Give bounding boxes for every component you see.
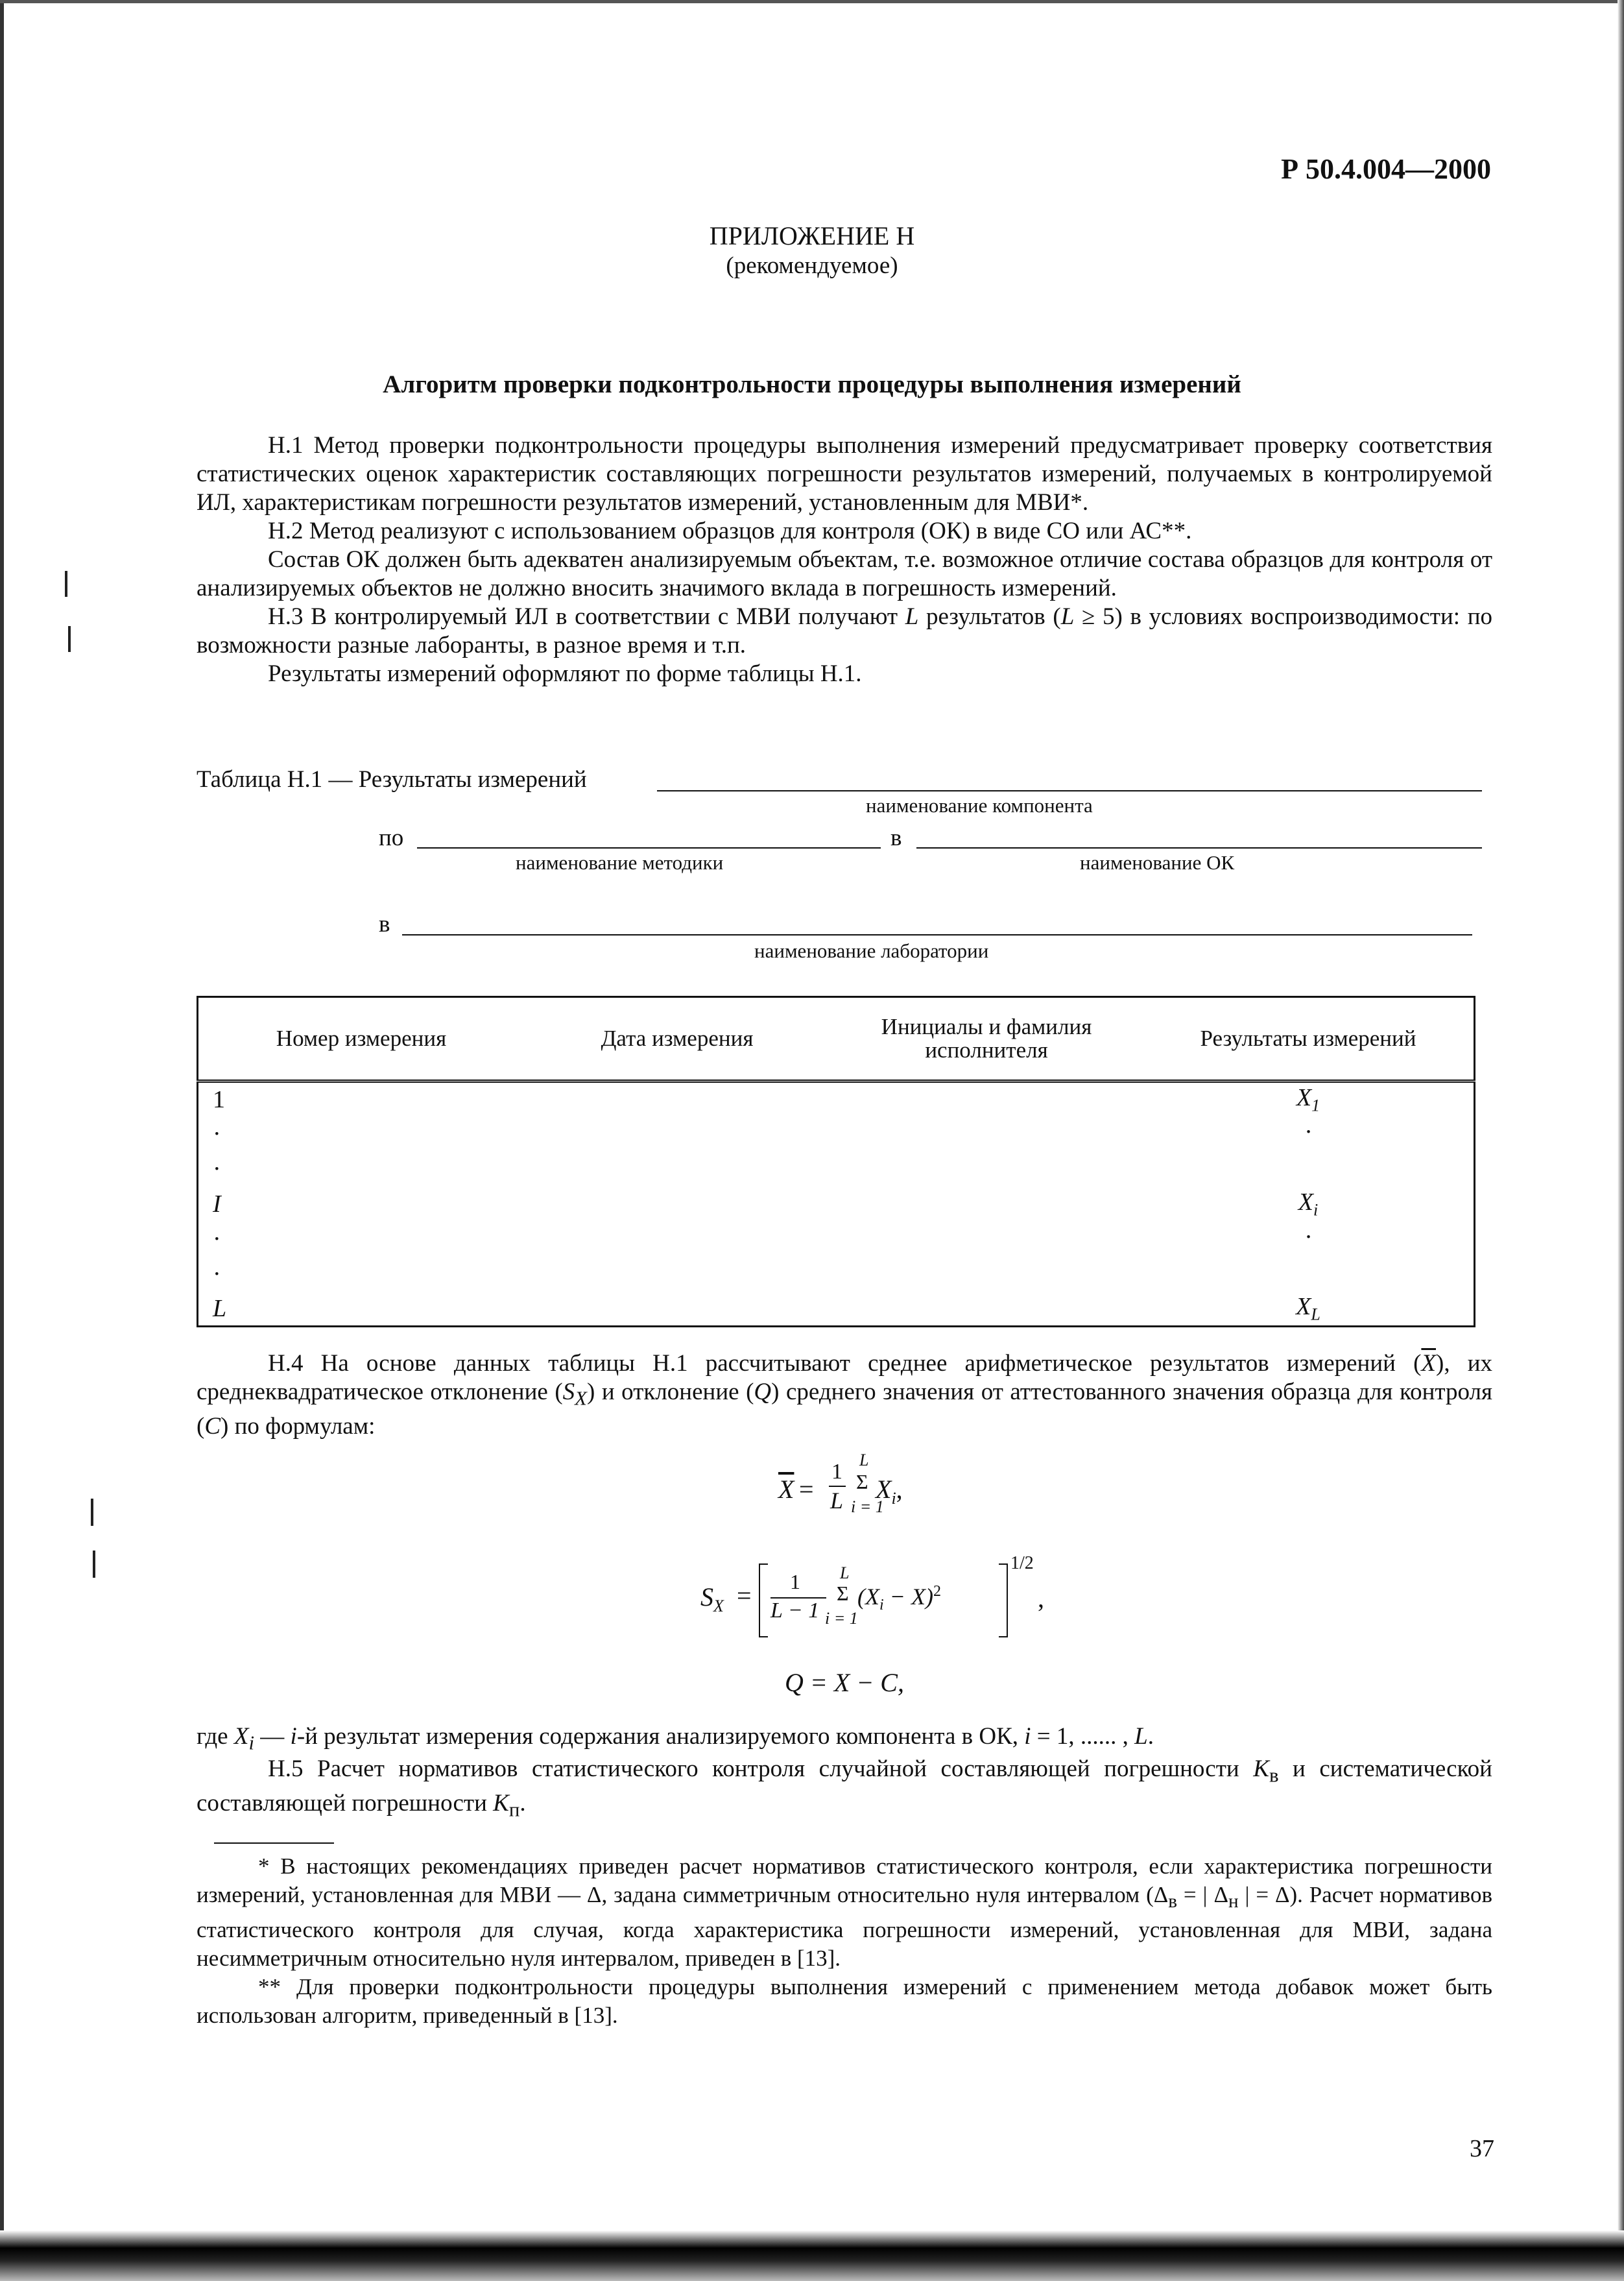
footnote-1: * В настоящих рекомендациях приведен расчет нормативов статистического контроля, если характеристика погрешности измерений, установленная для МВИ — Δ, задана симметричным относительно нуля интервалом ($\Delta_в$ = | $\Delta_н$ | = Δ). Расчет нормативов статистического контроля для случая, когда характеристика погрешности измерений, установленная для МВИ, задана несимметричным относительно нуля интервалом, приведен в [13].	[197, 1853, 1492, 1971]
formula-num: 1	[790, 1570, 800, 1593]
scan-bottom-band	[0, 2230, 1624, 2281]
po-label: по	[379, 825, 404, 851]
scan-right-edge	[1618, 0, 1624, 2281]
component-line	[657, 790, 1482, 791]
formula-eq: =	[799, 1475, 814, 1504]
ok-label: наименование ОК	[1080, 851, 1235, 874]
appendix-title: ПРИЛОЖЕНИЕ Н	[709, 221, 915, 250]
measurement-result: $X_1$	[1143, 1081, 1475, 1116]
ok-line	[916, 847, 1482, 849]
measurement-result	[1143, 1257, 1475, 1292]
sum-top: L	[840, 1563, 850, 1582]
formula-sd-lhs: $S_X$	[700, 1582, 724, 1615]
table-row	[198, 1187, 1475, 1222]
where-text: где $X_i$ — i-й результат измерения содержания анализируемого компонента в ОК, i = 1, ...... , L.	[197, 1723, 1154, 1754]
body-text	[197, 431, 1492, 688]
measurement-result: $X_L$	[1143, 1292, 1475, 1327]
formula-eq: =	[737, 1581, 752, 1610]
lab-label: наименование лаборатории	[754, 939, 989, 962]
measurement-number: 1	[198, 1081, 525, 1116]
table-row	[198, 1152, 1475, 1187]
method-line	[417, 847, 881, 849]
formula-sd	[700, 1551, 1034, 1648]
formula-mean-lhs: $\overline{X}$	[778, 1475, 794, 1504]
measurement-result: $X_i$	[1143, 1187, 1475, 1222]
formula-den: L	[830, 1488, 844, 1514]
paragraph-h3: Н.3 В контролируемый ИЛ в соответствии с МВИ получают L результатов (L ≥ 5) в условиях воспроизводимости: по возможности разные лаборанты, в разное время и т.п.	[197, 603, 1493, 658]
page-number: 37	[1470, 2135, 1494, 2162]
v2-label: в	[379, 911, 390, 937]
scan-top-edge	[0, 0, 1624, 3]
measurement-result: ·	[1143, 1116, 1475, 1152]
formula-term: $X_i$,	[876, 1475, 903, 1508]
table-caption: Таблица Н.1 — Результаты измерений	[197, 766, 587, 793]
paragraph-h5: Н.5 Расчет нормативов статистического контроля случайной составляющей погрешности $K_в$ и систематической составляющей погрешности $K_п$.	[197, 1756, 1492, 1821]
sum-bottom: i = 1	[825, 1609, 858, 1628]
measurement-number: ·	[198, 1116, 525, 1152]
scan-left-edge	[0, 0, 4, 2281]
sum-top: L	[859, 1451, 869, 1469]
margin-mark	[93, 1551, 95, 1578]
measurement-number: ·	[198, 1152, 525, 1187]
column-header: Инициалы и фамилия исполнителя	[881, 1014, 1092, 1063]
formula-num: 1	[831, 1460, 842, 1484]
formula-den: L − 1	[770, 1599, 820, 1623]
table-row	[198, 1116, 1475, 1152]
formula-q: Q = X − C,	[785, 1668, 904, 1697]
column-header: Дата измерения	[601, 1026, 754, 1051]
power-label: 1/2	[1010, 1553, 1034, 1573]
bracket-right	[999, 1563, 1008, 1637]
column-header: Номер измерения	[198, 997, 525, 1081]
table-row	[198, 1222, 1475, 1257]
margin-mark	[65, 571, 67, 597]
table-row	[198, 1081, 1475, 1116]
v-label: в	[890, 825, 902, 851]
measurement-result	[1143, 1152, 1475, 1187]
appendix-type: (рекомендуемое)	[726, 252, 898, 279]
method-label: наименование методики	[516, 851, 724, 874]
table-header-row	[198, 997, 1475, 1081]
formula-sd-term: $(X_i - X)^2$	[857, 1583, 941, 1614]
column-header: Результаты измерений	[1143, 997, 1475, 1081]
sum-sign: Σ	[837, 1582, 849, 1605]
footnote-divider	[214, 1842, 334, 1844]
margin-mark	[68, 626, 71, 652]
sum-sign: Σ	[856, 1470, 868, 1493]
footnote-2: ** Для проверки подконтрольности процедуры выполнения измерений с применением метода добавок может быть использован алгоритм, приведенный в [13].	[197, 1974, 1492, 2028]
paragraph-h4: Н.4 На основе данных таблицы Н.1 рассчитывают среднее арифметическое результатов измерений $(\overline{X})$, их среднеквадратическое отклонение $(S_X)$ и отклонение (Q) среднего значения от аттестованного значения образца для контроля (C) по формулам:	[197, 1350, 1492, 1440]
table-row	[198, 1257, 1475, 1292]
lab-line	[402, 934, 1472, 935]
footnotes	[197, 1852, 1492, 2030]
formula-mean	[778, 1451, 947, 1531]
table-row	[198, 1292, 1475, 1327]
measurement-table	[197, 996, 1475, 1327]
paragraph-h1: Н.1 Метод проверки подконтрольности процедуры выполнения измерений предусматривает проверку соответствия статистических оценок характеристик составляющих погрешности результатов измерений, получаемых в контролируемой ИЛ, характеристикам погрешности результатов измерений, установленным для МВИ*.	[197, 432, 1492, 516]
standard-code: Р 50.4.004—2000	[1281, 153, 1491, 185]
sum-bottom: i = 1	[851, 1497, 884, 1516]
section-title: Алгоритм проверки подконтрольности процедуры выполнения измерений	[383, 370, 1241, 398]
margin-mark	[91, 1499, 93, 1526]
component-label: наименование компонента	[866, 794, 1093, 817]
measurement-number: ·	[198, 1257, 525, 1292]
measurement-number: L	[198, 1292, 525, 1327]
paragraph-results: Результаты измерений оформляют по форме таблицы Н.1.	[268, 660, 862, 687]
formula-sd-comma: ,	[1038, 1584, 1044, 1613]
measurement-number: I	[198, 1187, 525, 1222]
paragraph-ok: Состав ОК должен быть адекватен анализируемым объектам, т.е. возможное отличие состава образцов для контроля от анализируемых объектов не должно вносить значимого вклада в погрешность измерений.	[197, 546, 1492, 601]
paragraph-h2: Н.2 Метод реализуют с использованием образцов для контроля (ОК) в виде СО или АС**.	[268, 518, 1192, 544]
measurement-number: ·	[198, 1222, 525, 1257]
bracket-left	[759, 1563, 768, 1637]
measurement-result: ·	[1143, 1222, 1475, 1257]
